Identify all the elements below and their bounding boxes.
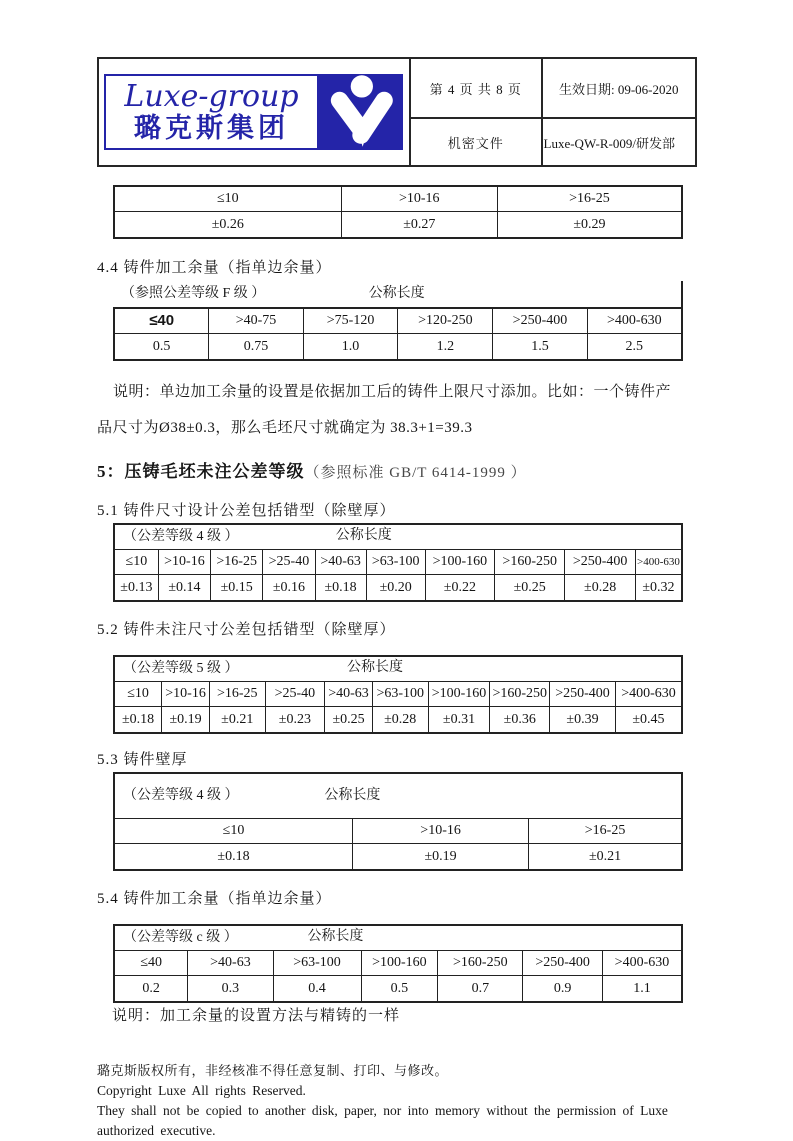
col-header-cell: >160-250	[490, 682, 550, 707]
col-header-cell: >100-160	[361, 951, 438, 976]
value-cell: ±0.31	[428, 707, 490, 734]
col-header-cell: >40-75	[209, 308, 303, 334]
value-cell: ±0.21	[529, 844, 682, 871]
tolerance-grade-row	[113, 281, 683, 307]
col-header-cell: >40-63	[325, 682, 373, 707]
col-header-cell: >400-630	[615, 682, 682, 707]
value-cell: ±0.29	[497, 212, 682, 239]
continuation-table	[113, 185, 683, 239]
value-cell: ±0.28	[565, 575, 635, 602]
value-cell: ±0.27	[341, 212, 497, 239]
note-line: 说明：单边加工余量的设置是依据加工后的铸件上限尺寸添加。比如：一个铸件产	[113, 384, 672, 400]
table-row	[114, 524, 682, 550]
logo-mark-icon	[319, 74, 403, 150]
header-box	[97, 57, 697, 167]
tolerance-grade-label: （参照公差等级 F 级 ）	[121, 286, 266, 301]
value-cell: ±0.18	[114, 707, 162, 734]
col-header-cell: >250-400	[493, 308, 587, 334]
table-row	[114, 951, 682, 976]
col-header-cell: >250-400	[550, 682, 616, 707]
table-row	[114, 819, 682, 844]
value-cell: 1.2	[398, 334, 493, 361]
value-cell: ±0.23	[265, 707, 325, 734]
table-row	[114, 682, 682, 707]
table-row	[114, 844, 682, 871]
section-5-title-bold: 5：压铸毛坯未注公差等级	[97, 462, 305, 481]
tolerance-grade-row	[114, 925, 682, 951]
confidential-label: 机密文件	[411, 117, 541, 165]
col-header-cell: >25-40	[265, 682, 325, 707]
section-4-4-title: 4.4 铸件加工余量（指单边余量）	[97, 260, 332, 276]
table-row	[114, 212, 682, 239]
copyright-line-en: authorized executive.	[97, 1123, 216, 1138]
col-header-cell: >120-250	[398, 308, 493, 334]
machining-allowance-table-c	[113, 924, 683, 1003]
col-header-cell: ≤40	[114, 308, 209, 334]
nominal-length-label: 公称长度	[335, 528, 392, 543]
col-header-cell: >160-250	[495, 550, 565, 575]
col-header-cell: >10-16	[158, 550, 210, 575]
value-cell: ±0.21	[209, 707, 265, 734]
table-row	[114, 550, 682, 575]
value-cell: ±0.36	[490, 707, 550, 734]
company-logo	[99, 59, 409, 165]
value-cell: 0.3	[188, 976, 273, 1003]
col-header-cell: >63-100	[273, 951, 361, 976]
col-header-cell: >160-250	[438, 951, 523, 976]
copyright-footer	[97, 1061, 697, 1141]
value-cell: ±0.20	[366, 575, 425, 602]
logo-name-cn: 璐克斯集团	[134, 113, 289, 143]
nominal-length-label: 公称长度	[324, 788, 381, 803]
value-cell: ±0.39	[550, 707, 616, 734]
col-header-cell: >400-630	[587, 308, 682, 334]
value-cell: 0.2	[114, 976, 188, 1003]
col-header-cell: >100-160	[425, 550, 494, 575]
col-header-cell: >75-120	[303, 308, 398, 334]
value-cell: ±0.13	[114, 575, 158, 602]
value-cell: ±0.18	[114, 844, 353, 871]
table-row	[114, 976, 682, 1003]
col-header-cell: >63-100	[372, 682, 428, 707]
value-cell: ±0.32	[635, 575, 682, 602]
copyright-line-en: Copyright Luxe All rights Reserved.	[97, 1083, 306, 1098]
value-cell: ±0.19	[162, 707, 210, 734]
page-number: 第 4 页 共 8 页	[429, 81, 522, 97]
value-cell: ±0.19	[353, 844, 529, 871]
header-right-column	[541, 59, 695, 165]
value-cell: 0.75	[209, 334, 303, 361]
section-5-2-title: 5.2 铸件未注尺寸公差包括错型（除壁厚）	[97, 622, 396, 638]
value-cell: 0.9	[523, 976, 603, 1003]
header-middle-column	[409, 59, 541, 165]
col-header-cell: ≤10	[114, 550, 158, 575]
value-cell: 1.5	[493, 334, 587, 361]
col-header-cell: >400-630	[602, 951, 682, 976]
effective-date: 生效日期: 09-06-2020	[558, 81, 679, 97]
col-header-cell: >25-40	[263, 550, 315, 575]
tolerance-grade-row	[114, 524, 682, 550]
col-header-cell: ≤10	[114, 819, 353, 844]
table-row	[114, 773, 682, 819]
value-cell: ±0.25	[325, 707, 373, 734]
value-cell: ±0.28	[372, 707, 428, 734]
value-cell: 0.5	[114, 334, 209, 361]
value-cell: 0.7	[438, 976, 523, 1003]
section-5-title	[97, 457, 697, 482]
value-cell: ±0.25	[495, 575, 565, 602]
value-cell: 1.1	[602, 976, 682, 1003]
nominal-length-label: 公称长度	[347, 660, 404, 675]
col-header-cell: >16-25	[209, 682, 265, 707]
copyright-line-en: They shall not be copied to another disk, paper, nor into memory without the permission of Luxe	[97, 1103, 668, 1118]
value-cell: 0.4	[273, 976, 361, 1003]
col-header-cell: >16-25	[497, 186, 682, 212]
col-header-cell: >250-400	[565, 550, 635, 575]
tolerance-grade-row	[114, 656, 682, 682]
copyright-line-cn: 璐克斯版权所有，非经核准不得任意复制、打印、与修改。	[97, 1063, 449, 1078]
table-row	[114, 334, 682, 361]
value-cell: 2.5	[587, 334, 682, 361]
section-5-3-title: 5.3 铸件壁厚	[97, 752, 188, 768]
nominal-length-label: 公称长度	[307, 929, 364, 944]
col-header-cell: ≤10	[114, 186, 341, 212]
wall-thickness-table	[113, 772, 683, 871]
value-cell: ±0.15	[211, 575, 263, 602]
tolerance-grade-row	[114, 773, 682, 819]
col-header-cell: >100-160	[428, 682, 490, 707]
design-tolerance-table	[113, 523, 683, 602]
tolerance-grade-label: （公差等级 4 级 ）	[123, 788, 239, 803]
col-header-cell: >16-25	[211, 550, 263, 575]
tolerance-grade-label: （公差等级 5 级 ）	[123, 661, 239, 676]
col-header-cell: >63-100	[366, 550, 425, 575]
col-header-cell: >400-630	[635, 550, 682, 575]
untoleranced-dimension-table	[113, 655, 683, 734]
value-cell: ±0.26	[114, 212, 341, 239]
value-cell: ±0.18	[315, 575, 366, 602]
col-header-cell: ≤10	[114, 682, 162, 707]
nominal-length-label: 公称长度	[368, 286, 425, 301]
value-cell: 0.5	[361, 976, 438, 1003]
section-5-4-title: 5.4 铸件加工余量（指单边余量）	[97, 891, 332, 907]
table-row	[114, 707, 682, 734]
value-cell: ±0.14	[158, 575, 210, 602]
value-cell: ±0.45	[615, 707, 682, 734]
table-row	[114, 186, 682, 212]
col-header-cell: >40-63	[188, 951, 273, 976]
value-cell: ±0.22	[425, 575, 494, 602]
col-header-cell: >10-16	[353, 819, 529, 844]
tolerance-grade-label: （公差等级 c 级 ）	[123, 930, 238, 945]
section-5-1-title: 5.1 铸件尺寸设计公差包括错型（除壁厚）	[97, 503, 396, 519]
table-row	[114, 656, 682, 682]
section-5-title-note: （参照标准 GB/T 6414-1999 ）	[304, 465, 527, 481]
col-header-cell: >40-63	[315, 550, 366, 575]
col-header-cell: >16-25	[529, 819, 682, 844]
col-header-cell: ≤40	[114, 951, 188, 976]
note-text: 说明：加工余量的设置方法与精铸的一样	[112, 1008, 401, 1024]
machining-allowance-table-f	[113, 307, 683, 361]
col-header-cell: >250-400	[523, 951, 603, 976]
col-header-cell: >10-16	[162, 682, 210, 707]
table-row	[114, 308, 682, 334]
value-cell: ±0.16	[263, 575, 315, 602]
note-text	[97, 374, 697, 446]
logo-wordmark	[104, 74, 319, 150]
table-row	[114, 575, 682, 602]
value-cell: 1.0	[303, 334, 398, 361]
table-row	[114, 925, 682, 951]
note-line: 品尺寸为Ø38±0.3，那么毛坯尺寸就确定为 38.3+1=39.3	[97, 420, 473, 436]
col-header-cell: >10-16	[341, 186, 497, 212]
logo-name-en: Luxe-group	[124, 79, 299, 114]
doc-number: Luxe-QW-R-009/研发部	[543, 117, 695, 165]
tolerance-grade-label: （公差等级 4 级 ）	[123, 529, 239, 544]
